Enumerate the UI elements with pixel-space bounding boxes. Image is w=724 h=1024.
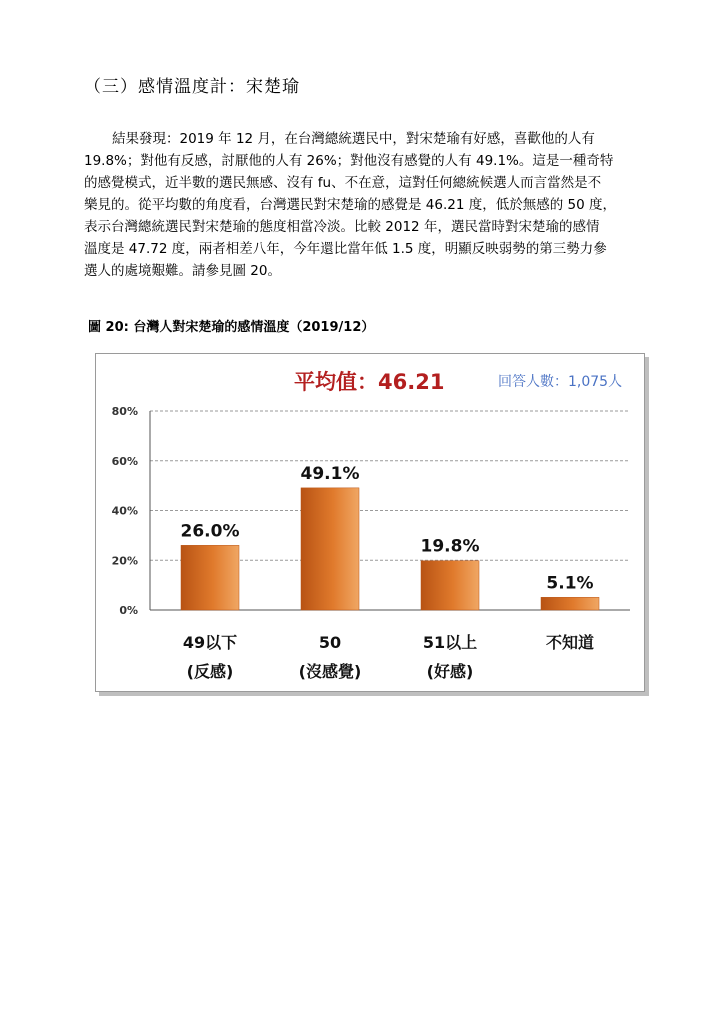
- y-tick-label: 80%: [111, 405, 138, 418]
- bar: [181, 545, 239, 610]
- bar: [301, 488, 359, 610]
- section-heading: （三）感情溫度計：宋楚瑜: [84, 77, 300, 97]
- data-label: 49.1%: [300, 463, 360, 484]
- category-label: 49以下: [182, 633, 238, 652]
- paragraph-line: 的感覺模式，近半數的選民無感、沒有 fu、不在意，這對任何總統候選人而言當然是不: [84, 175, 602, 191]
- bars: [181, 488, 599, 610]
- category-sublabel: (反感): [186, 662, 234, 681]
- paragraph-line: 19.8%；對他有反感，討厭他的人有 26%；對他沒有感覺的人有 49.1%。這是一種奇特: [84, 153, 614, 169]
- y-tick-label: 20%: [111, 554, 138, 568]
- y-tick-label: 40%: [111, 504, 138, 518]
- y-tick-label: 60%: [111, 454, 138, 468]
- paragraph-line: 樂見的。從平均數的角度看，台灣選民對宋楚瑜的感覺是 46.21 度，低於無感的 50 度，: [84, 197, 616, 213]
- category-labels: [183, 633, 594, 681]
- bar: [541, 597, 599, 610]
- category-sublabel: (沒感覺): [298, 662, 362, 681]
- paragraph-line: 表示台灣總統選民對宋楚瑜的態度相當冷淡。比較 2012 年，選民當時對宋楚瑜的感情: [84, 219, 600, 235]
- paragraph-line: 結果發現：2019 年 12 月，在台灣總統選民中，對宋楚瑜有好感，喜歡他的人有: [112, 131, 595, 147]
- bar-chart: [95, 353, 643, 690]
- category-sublabel: (好感): [426, 662, 474, 681]
- data-labels: [181, 464, 594, 593]
- category-label: 不知道: [545, 633, 595, 652]
- body-paragraph: [84, 128, 644, 282]
- chart-title: 平均值：46.21: [294, 370, 445, 394]
- chart-subtitle: 回答人數：1,075人: [498, 374, 623, 390]
- paragraph-line: 溫度是 47.72 度，兩者相差八年，今年還比當年低 1.5 度，明顯反映弱勢的第三勢力參: [84, 241, 607, 257]
- category-label: 51以上: [422, 633, 478, 652]
- category-label: 50: [318, 633, 342, 652]
- figure-caption: 圖 20: 台灣人對宋楚瑜的感情溫度（2019/12）: [88, 320, 375, 335]
- data-label: 19.8%: [420, 536, 480, 557]
- bar: [421, 561, 479, 610]
- data-label: 26.0%: [180, 521, 240, 542]
- paragraph-line: 選人的處境艱難。請參見圖 20。: [84, 263, 281, 279]
- y-tick-label: 0%: [119, 604, 138, 617]
- data-label: 5.1%: [546, 573, 594, 594]
